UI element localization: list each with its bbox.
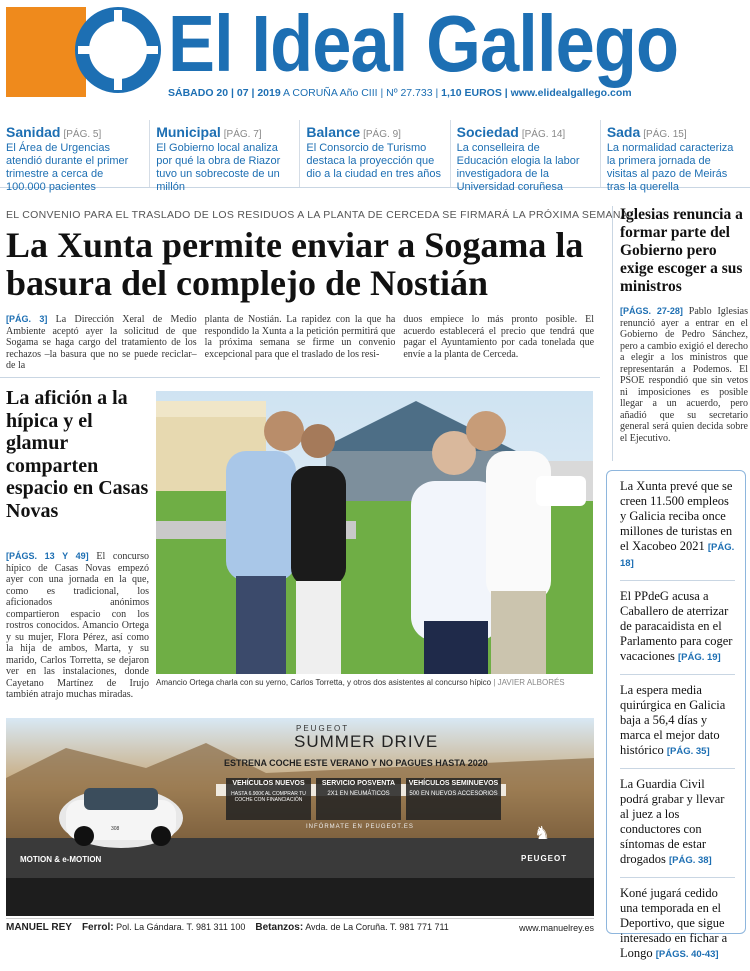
teaser-item[interactable] xyxy=(601,120,750,193)
teaser-page: [PÁG. 14] xyxy=(521,129,566,140)
brief-page-ref[interactable]: [PÁGS. 40-43] xyxy=(655,949,719,960)
issue-price: 1,10 EUROS xyxy=(441,87,502,99)
ad-brand: PEUGEOT xyxy=(521,854,568,863)
logo-orange-block xyxy=(6,7,86,97)
photo-caption: Amancio Ortega charla con su yerno, Carlos Torretta, y otros dos asistentes al concurso hípico | JAVIER ALBORÉS xyxy=(156,678,565,687)
teaser-section: Sociedad xyxy=(456,124,519,140)
brief-page-ref[interactable]: [PÁG. 35] xyxy=(666,746,710,757)
teaser-section: Municipal xyxy=(156,124,221,140)
brief-item[interactable]: El PPdeG acusa a Caballero de aterrizar de paracaidista en el Parlamento para coger vacaciones [PÁG. 19] xyxy=(620,589,735,675)
ad-plate: 308 xyxy=(111,826,120,832)
brief-item[interactable]: La espera media quirúrgica en Galicia baja a 56,4 días y marca el mejor dato histórico [PÁG. 35] xyxy=(620,683,735,769)
teaser-text: El Consorcio de Turismo destaca la proyección que dio a la ciudad en tres años xyxy=(306,142,441,180)
teaser-item[interactable] xyxy=(300,120,450,187)
teaser-page: [PÁG. 5] xyxy=(63,129,102,140)
ad-brand-small: PEUGEOT xyxy=(296,724,350,733)
teaser-text: El Área de Urgencias atendió durante el primer trimestre a cerca de 100.000 pacientes xyxy=(6,142,129,193)
ad-subtitle: ESTRENA COCHE ESTE VERANO Y NO PAGUES HASTA 2020 xyxy=(224,758,488,768)
issue-date: SÁBADO 20 | 07 | 2019 xyxy=(168,87,281,99)
brief-item[interactable]: La Xunta prevé que se creen 11.500 empleos y Galicia reciba once millones de turistas en el Xacobeo 2021 [PÁG. 18] xyxy=(620,479,735,581)
teaser-text: La normalidad caracteriza la primera jornada de visitas al pazo de Meirás tras la querella xyxy=(606,142,734,193)
teaser-page: [PÁG. 7] xyxy=(223,129,262,140)
main-headline[interactable]: La Xunta permite enviar a Sogama la basura del complejo de Nostián xyxy=(6,225,584,303)
dealer-web[interactable]: www.manuelrey.es xyxy=(519,922,594,933)
main-body-col3: duos empiece lo más pronto posible. El acuerdo establecerá el precio que tendrá que pagar el Ayuntamiento por cada tonelada que envíe a la planta de Cerceda. xyxy=(403,314,595,360)
issue-city: A CORUÑA Año CIII xyxy=(280,87,378,99)
teaser-item[interactable] xyxy=(0,120,150,193)
teaser-section: Sanidad xyxy=(6,124,61,140)
main-body xyxy=(6,314,594,372)
briefs-box xyxy=(606,470,746,960)
main-body-col2: planta de Nostián. La rapidez con la que ha respondido la Xunta a la petición permitirá que la próxima semana se firme un convenio excepcional para que el traslado de los resi- xyxy=(204,314,396,360)
side-page-ref[interactable]: [PÁGS. 27-28] xyxy=(620,306,683,316)
teaser-section: Sada xyxy=(606,124,641,140)
feature-headline[interactable]: La afición a la hípica y el glamur comparten espacio en Casas Novas xyxy=(6,387,149,522)
ad-motion: MOTION & e-MOTION xyxy=(20,855,102,864)
side-body: [PÁGS. 27-28] Pablo Iglesias renunció ayer a entrar en el Gobierno de Pedro Sánchez, pero a cambio exigió el derecho a elegir a los ministros que representarán a Podemos. El PSOE respondió que sin vetos ni imposiciones es posible llegar a un acuerdo, pero añadió que su secretario general será quien decida sobre el Ejecutivo. xyxy=(620,306,748,444)
brief-item[interactable]: Koné jugará cedido una temporada en el Deportivo, que sigue interesado en fichar a Longo [PÁGS. 40-43] xyxy=(620,886,728,960)
peugeot-lion-icon: ♞ xyxy=(534,823,551,843)
ad-box-service: SERVICIO POSVENTA 2X1 EN NEUMÁTICOS xyxy=(321,780,396,797)
feature-page-ref[interactable]: [PÁGS. 13 Y 49] xyxy=(6,551,89,561)
newspaper-logo-icon xyxy=(78,10,158,90)
website-link[interactable]: | www.elidealgallego.com xyxy=(501,87,632,99)
main-page-ref[interactable]: [PÁG. 3] xyxy=(6,314,48,324)
ad-note: INFÓRMATE EN PEUGEOT.ES xyxy=(306,824,414,830)
masthead-title: El Ideal Gallego xyxy=(168,0,679,88)
teaser-page: [PÁG. 9] xyxy=(363,129,401,140)
ad-box-used: VEHÍCULOS SEMINUEVOS 500 EN NUEVOS ACCESORIOS xyxy=(408,780,499,797)
photo-credit: | JAVIER ALBORÉS xyxy=(491,678,565,687)
brief-page-ref[interactable]: [PÁG. 38] xyxy=(668,855,712,866)
brief-page-ref[interactable]: [PÁG. 19] xyxy=(677,652,721,663)
teaser-text: El Gobierno local analiza por qué la obra de Riazor tuvo un sobrecoste de un millón xyxy=(156,142,281,193)
ad-title: SUMMER DRIVE xyxy=(294,732,439,751)
dealer-betanzos: Betanzos: Avda. de La Coruña. T. 981 771 711 xyxy=(255,922,449,933)
peugeot-advertisement[interactable] xyxy=(6,718,594,916)
feature-photo xyxy=(156,391,593,674)
teaser-bar xyxy=(0,120,750,193)
brief-item[interactable]: La Guardia Civil podrá grabar y llevar al juez a los conductores con síntomas de estar drogados [PÁG. 38] xyxy=(620,777,735,878)
section-divider xyxy=(0,377,600,378)
teaser-text: La conselleira de Educación elogia la labor investigadora de la Universidad coruñesa xyxy=(456,142,580,193)
ad-box-new: VEHÍCULOS NUEVOS HASTA 6.900€ AL COMPRAR TU COCHE CON FINANCIACIÓN xyxy=(231,780,306,803)
feature-body: [PÁGS. 13 Y 49] El concurso hípico de Casas Novas empezó ayer con una jornada en la que, como es tradicional, los aficionados anónimos compartieron espacio con los rostros conocidos. Amancio Ortega y su mujer, Flora Pérez, así como la hija de ambos, Marta, y su marido, Carlos Torretta, se dejaron ver en las instalaciones, donde Cayetano Martínez de Irujo también atrajo muchas miradas. xyxy=(6,551,149,700)
teaser-section: Balance xyxy=(306,124,361,140)
teaser-item[interactable] xyxy=(150,120,300,193)
teaser-item[interactable] xyxy=(451,120,601,193)
brief-page-ref[interactable]: [PÁG. 18] xyxy=(620,542,735,569)
teaser-page: [PÁG. 15] xyxy=(643,129,687,140)
ad-dealer-footer xyxy=(6,918,594,936)
side-headline[interactable]: Iglesias renuncia a formar parte del Gobierno pero exige escoger a sus ministros xyxy=(620,206,743,295)
dealer-ferrol: Ferrol: Pol. La Gándara. T. 981 311 100 xyxy=(81,922,246,933)
side-story xyxy=(612,206,748,461)
dealer-name: MANUEL REY xyxy=(6,922,72,933)
main-kicker: EL CONVENIO PARA EL TRASLADO DE LOS RESIDUOS A LA PLANTA DE CERCEDA SE FIRMARÁ LA PRÓXIMA SEMANA xyxy=(6,209,629,221)
masthead xyxy=(0,0,750,110)
main-body-col1: [PÁG. 3] La Dirección Xeral de Medio Ambiente aceptó ayer la solicitud de que Sogama se haga cargo del tratamiento de los rechazos –la basura que no se puede reciclar– de la xyxy=(6,314,197,372)
dateline xyxy=(168,87,632,99)
issue-number: | Nº 27.733 | xyxy=(377,87,442,99)
